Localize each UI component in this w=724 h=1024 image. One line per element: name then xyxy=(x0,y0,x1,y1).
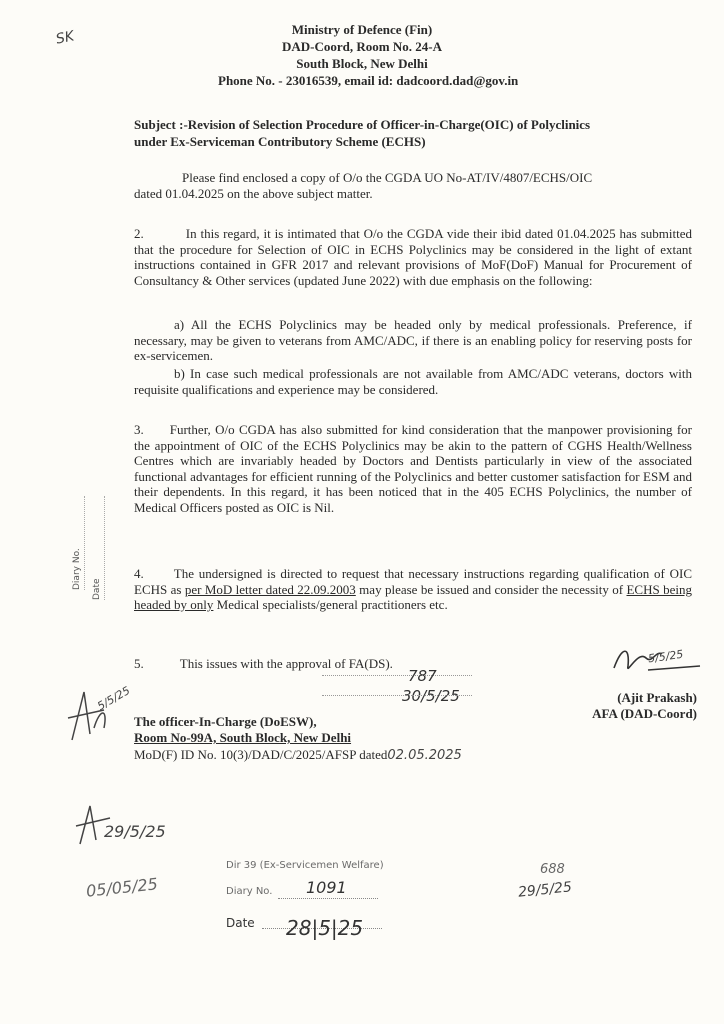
addressee-address: Room No-99A, South Block, New Delhi xyxy=(134,730,352,745)
bottom-stamp-date-value: 28|5|25 xyxy=(286,916,364,940)
stamp-line xyxy=(322,675,472,677)
stamp-number: 787 xyxy=(408,667,437,685)
left-date-1: 5/5/25 xyxy=(95,684,133,713)
side-stamp-diary: Diary No. xyxy=(72,548,82,590)
bottom-stamp-diary-value: 1091 xyxy=(306,878,347,897)
letterhead-office: DAD-Coord, Room No. 24-A xyxy=(282,39,442,54)
signature-date: 5/5/25 xyxy=(647,647,685,666)
paragraph-1: Please find enclosed a copy of O/o the CGDA UO No-AT/IV/4807/ECHS/OIC dated 01.04.2025 on the above subject matter. xyxy=(134,170,593,201)
subject-line-1: Subject :-Revision of Selection Procedure of Officer-in-Charge(OIC) of Polyclinics xyxy=(134,117,591,132)
side-stamp-date: Date xyxy=(92,578,102,600)
left-date-3: 05/05/25 xyxy=(85,874,159,901)
paragraph-2: 2. In this regard, it is intimated that O/o the CGDA vide their ibid dated 01.04.2025 has submitted that the procedure for Selection of OIC in ECHS Polyclinics may be considered in the light of extant instructions contained in GFR 2017 and relevant provisions of MoF(DoF) Manual for Procurement of Consultancy & Other services (updated June 2022) with due emphasis on the following: xyxy=(134,226,692,288)
letterhead-address: South Block, New Delhi xyxy=(296,56,428,71)
bottom-stamp-date-label: Date xyxy=(226,916,255,930)
right-date: 29/5/25 xyxy=(517,879,573,901)
id-reference: MoD(F) ID No. 10(3)/DAD/C/2025/AFSP dated02.05.2025 xyxy=(134,747,462,763)
letterhead-ministry: Ministry of Defence (Fin) xyxy=(291,22,433,37)
stamp-date: 30/5/25 xyxy=(402,687,460,705)
paragraph-4: 4. The undersigned is directed to request that necessary instructions regarding qualification of OIC ECHS as per MoD letter dated 22.09.2003 may please be issued and consider the necessity of ECHS being headed by only Medical specialists/general practitioners etc. xyxy=(134,566,692,612)
letterhead-phone: Phone No. - 23016539, email id: dadcoord.dad@gov.in xyxy=(218,73,519,88)
paragraph-2-item-b: b) In case such medical professionals are not available from AMC/ADC veterans, doctors with requisite qualifications and experience may be considered. xyxy=(134,366,692,397)
signatory-name: (Ajit Prakash) xyxy=(617,690,697,705)
addressee-title: The officer-In-Charge (DoESW), xyxy=(134,714,317,729)
bottom-stamp-diary-label: Diary No. xyxy=(226,886,273,897)
signatory-designation: AFA (DAD-Coord) xyxy=(592,706,697,721)
receipt-stamp xyxy=(322,667,532,717)
paragraph-3: 3. Further, O/o CGDA has also submitted for kind consideration that the manpower provisioning for the appointment of OIC of the ECHS Polyclinics may be akin to the pattern of CGHS Health/Wellness Centres which are invariably headed by Doctors and Dentists particularly in view of the associated functional advantages for efficient running of the Polyclinics and better customer satisfaction for ESM and their dependents. In this regard, it has been noticed that in the 405 ECHS Polyclinics, the number of Medical Officers posted as OIC is Nil. xyxy=(134,422,692,515)
bottom-stamp-title: Dir 39 (Ex-Servicemen Welfare) xyxy=(226,860,384,871)
paragraph-2-item-a: a) All the ECHS Polyclinics may be headed only by medical professionals. Preference, if necessary, may be given to veterans from AMC/ADC, if there is an enabling policy for reserving posts for ex-servicemen. xyxy=(134,317,692,363)
left-date-2: 29/5/25 xyxy=(104,822,166,841)
corner-initials: SK xyxy=(54,28,76,48)
subject-line-2: under Ex-Serviceman Contributory Scheme (ECHS) xyxy=(134,134,426,149)
paragraph-5: 5. This issues with the approval of FA(DS). xyxy=(134,656,393,671)
right-number: 688 xyxy=(540,862,565,877)
